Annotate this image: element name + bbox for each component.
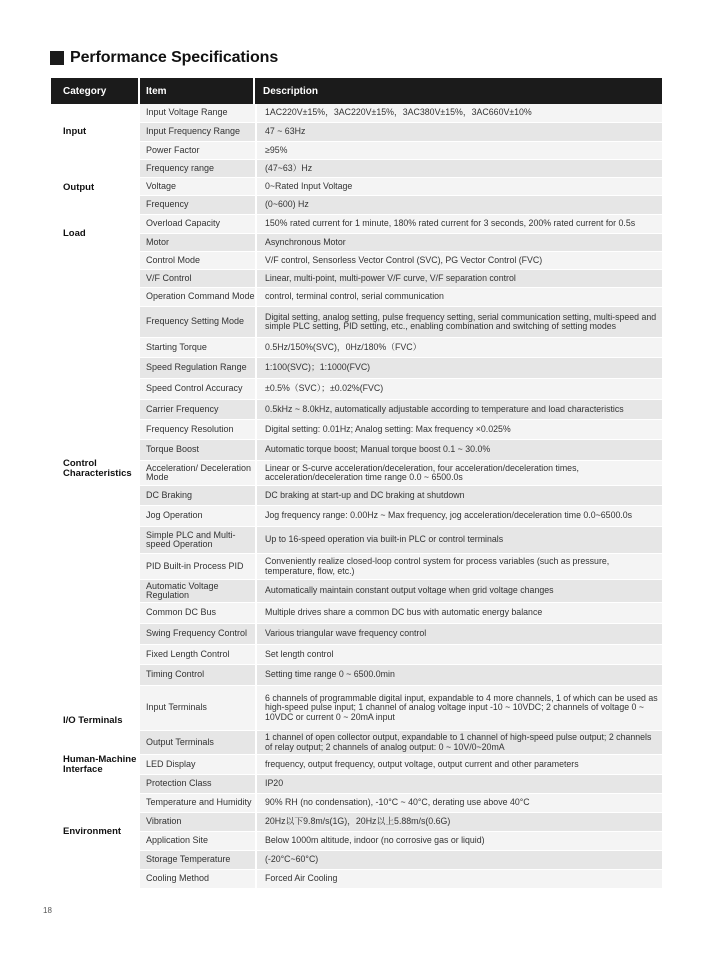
category-cell: Input <box>63 126 87 137</box>
item-cell: Vibration <box>140 813 255 831</box>
description-cell: Automatically maintain constant output voltage when grid voltage changes <box>257 580 662 602</box>
description-cell: control, terminal control, serial communication <box>257 288 662 306</box>
header-item: Item <box>140 78 255 104</box>
description-cell: (0~600) Hz <box>257 196 662 214</box>
table-row <box>140 486 662 506</box>
table-body <box>51 104 662 889</box>
section <box>51 775 662 889</box>
section <box>51 104 662 160</box>
item-cell: DC Braking <box>140 486 255 505</box>
item-cell: Timing Control <box>140 665 255 685</box>
description-cell: 0.5Hz/150%(SVC)，0Hz/180%（FVC） <box>257 338 662 357</box>
table-row <box>140 775 662 794</box>
item-cell: Speed Control Accuracy <box>140 379 255 399</box>
description-cell: 47 ~ 63Hz <box>257 123 662 141</box>
item-cell: Overload Capacity <box>140 215 255 233</box>
item-cell: Common DC Bus <box>140 603 255 623</box>
item-cell: Torque Boost <box>140 440 255 460</box>
spec-table <box>51 78 662 889</box>
section <box>51 160 662 215</box>
description-cell: 1 channel of open collector output, expandable to 1 channel of high-speed pulse output; 2 channels of relay output; 2 channels of analog output: 0 ~ 10V/0~20mA <box>257 731 662 754</box>
description-cell: 1:100(SVC)；1:1000(FVC) <box>257 358 662 378</box>
description-cell: Setting time range 0 ~ 6500.0min <box>257 665 662 685</box>
category-cell: Human-Machine Interface <box>63 754 137 775</box>
description-cell: 20Hz以下9.8m/s(1G)，20Hz以上5.88m/s(0.6G) <box>257 813 662 831</box>
table-row <box>140 851 662 870</box>
table-row <box>140 142 662 160</box>
table-row <box>140 506 662 527</box>
description-cell: Linear, multi-point, multi-power V/F curve, V/F separation control <box>257 270 662 287</box>
table-row <box>140 686 662 731</box>
description-cell: 0.5kHz ~ 8.0kHz, automatically adjustable according to temperature and load characteristics <box>257 400 662 419</box>
table-row <box>140 624 662 645</box>
section-rows <box>140 755 662 775</box>
table-row <box>140 123 662 142</box>
table-row <box>140 440 662 461</box>
category-cell: I/O Terminals <box>63 714 123 726</box>
item-cell: Storage Temperature <box>140 851 255 869</box>
section <box>51 215 662 252</box>
table-row <box>140 196 662 215</box>
table-row <box>140 554 662 580</box>
table-row <box>140 400 662 420</box>
description-cell: 0~Rated Input Voltage <box>257 178 662 195</box>
category-cell: Environment <box>63 826 122 837</box>
item-cell: Motor <box>140 234 255 251</box>
description-cell: 90% RH (no condensation), -10°C ~ 40°C, derating use above 40°C <box>257 794 662 812</box>
table-row <box>140 731 662 755</box>
section <box>51 686 662 755</box>
page-number: 18 <box>43 906 52 915</box>
description-cell: ±0.5%（SVC）；±0.02%(FVC) <box>257 379 662 399</box>
description-cell: Forced Air Cooling <box>257 870 662 888</box>
item-cell: Frequency Setting Mode <box>140 307 255 337</box>
table-row <box>140 215 662 234</box>
table-row <box>140 379 662 400</box>
item-cell: Output Terminals <box>140 731 255 754</box>
category-cell: Output <box>63 181 95 193</box>
section-rows <box>140 215 662 252</box>
description-cell: Multiple drives share a common DC bus with automatic energy balance <box>257 603 662 623</box>
page-title: Performance Specifications <box>70 49 279 66</box>
item-cell: LED Display <box>140 755 255 774</box>
item-cell: Temperature and Humidity <box>140 794 255 812</box>
item-cell: Input Frequency Range <box>140 123 255 141</box>
description-cell: Digital setting: 0.01Hz; Analog setting: Max frequency ×0.025% <box>257 420 662 439</box>
item-cell: Cooling Method <box>140 870 255 888</box>
header-category: Category <box>51 78 140 104</box>
item-cell: Control Mode <box>140 252 255 269</box>
table-row <box>140 160 662 178</box>
table-row <box>140 527 662 554</box>
item-cell: Protection Class <box>140 775 255 793</box>
table-row <box>140 755 662 775</box>
table-row <box>140 645 662 665</box>
table-row <box>140 420 662 440</box>
item-cell: Simple PLC and Multi-speed Operation <box>140 527 255 553</box>
section-rows <box>140 104 662 160</box>
table-row <box>140 104 662 123</box>
description-cell: Below 1000m altitude, indoor (no corrosive gas or liquid) <box>257 832 662 850</box>
table-row <box>140 665 662 686</box>
description-cell: Conveniently realize closed-loop control system for process variables (such as pressure, temperature, flow, etc.) <box>257 554 662 579</box>
table-row <box>140 270 662 288</box>
description-cell: Up to 16-speed operation via built-in PLC or control terminals <box>257 527 662 553</box>
section-rows <box>140 686 662 755</box>
item-cell: Frequency Resolution <box>140 420 255 439</box>
table-row <box>140 307 662 338</box>
description-cell: Asynchronous Motor <box>257 234 662 251</box>
description-cell: Automatic torque boost; Manual torque boost 0.1 ~ 30.0% <box>257 440 662 460</box>
table-row <box>140 252 662 270</box>
description-cell: Set length control <box>257 645 662 664</box>
description-cell: Various triangular wave frequency control <box>257 624 662 644</box>
description-cell: ≥95% <box>257 142 662 159</box>
item-cell: Operation Command Mode <box>140 288 255 306</box>
item-cell: Speed Regulation Range <box>140 358 255 378</box>
description-cell: DC braking at start-up and DC braking at shutdown <box>257 486 662 505</box>
section-rows <box>140 775 662 889</box>
item-cell: Power Factor <box>140 142 255 159</box>
table-row <box>140 832 662 851</box>
table-row <box>140 794 662 813</box>
description-cell: frequency, output frequency, output voltage, output current and other parameters <box>257 755 662 774</box>
table-row <box>140 461 662 486</box>
item-cell: Input Terminals <box>140 686 255 730</box>
table-header <box>51 78 662 104</box>
category-cell: Load <box>63 227 86 239</box>
table-row <box>140 813 662 832</box>
item-cell: Jog Operation <box>140 506 255 526</box>
table-row <box>140 358 662 379</box>
item-cell: Swing Frequency Control <box>140 624 255 644</box>
item-cell: Voltage <box>140 178 255 195</box>
description-cell: 150% rated current for 1 minute, 180% rated current for 3 seconds, 200% rated current for 0.5s <box>257 215 662 233</box>
description-cell: Jog frequency range: 0.00Hz ~ Max frequency, jog acceleration/deceleration time 0.0~6500.0s <box>257 506 662 526</box>
description-cell: IP20 <box>257 775 662 793</box>
item-cell: PID Built-in Process PID <box>140 554 255 579</box>
table-row <box>140 580 662 603</box>
section-rows <box>140 160 662 215</box>
description-cell: 6 channels of programmable digital input, expandable to 4 more channels, 1 of which can be used as high-speed pulse input; 1 channel of analog voltage input -10 ~ 10VDC; 2 channels of voltage 0 ~ 10VDC or current 0 ~ 20mA input <box>257 686 662 730</box>
description-cell: (47~63）Hz <box>257 160 662 177</box>
item-cell: Automatic Voltage Regulation <box>140 580 255 602</box>
description-cell: Linear or S-curve acceleration/deceleration, four acceleration/deceleration times, acceleration/deceleration time range 0.0 ~ 6500.0s <box>257 461 662 485</box>
description-cell: Digital setting, analog setting, pulse frequency setting, serial communication setting, multi-speed and simple PLC setting, PID setting, etc., enabling combination and switching of setting modes <box>257 307 662 337</box>
item-cell: Starting Torque <box>140 338 255 357</box>
header-description: Description <box>263 85 319 97</box>
table-row <box>140 178 662 196</box>
item-cell: Carrier Frequency <box>140 400 255 419</box>
table-row <box>140 870 662 889</box>
item-cell: V/F Control <box>140 270 255 287</box>
page-title-block <box>50 49 278 67</box>
description-cell: V/F control, Sensorless Vector Control (SVC), PG Vector Control (FVC) <box>257 252 662 269</box>
section <box>51 755 662 775</box>
category-cell: Control Characteristics <box>63 458 132 479</box>
description-cell: (-20°C~60°C) <box>257 851 662 869</box>
table-row <box>140 234 662 252</box>
section-rows <box>140 252 662 686</box>
item-cell: Input Voltage Range <box>140 104 255 122</box>
description-cell: 1AC220V±15%，3AC220V±15%，3AC380V±15%，3AC660V±10% <box>257 104 662 122</box>
section <box>51 252 662 686</box>
item-cell: Frequency <box>140 196 255 214</box>
item-cell: Acceleration/ Deceleration Mode <box>140 461 255 485</box>
item-cell: Application Site <box>140 832 255 850</box>
item-cell: Frequency range <box>140 160 255 177</box>
title-square-icon <box>50 51 64 65</box>
table-row <box>140 338 662 358</box>
table-row <box>140 288 662 307</box>
table-row <box>140 603 662 624</box>
item-cell: Fixed Length Control <box>140 645 255 664</box>
